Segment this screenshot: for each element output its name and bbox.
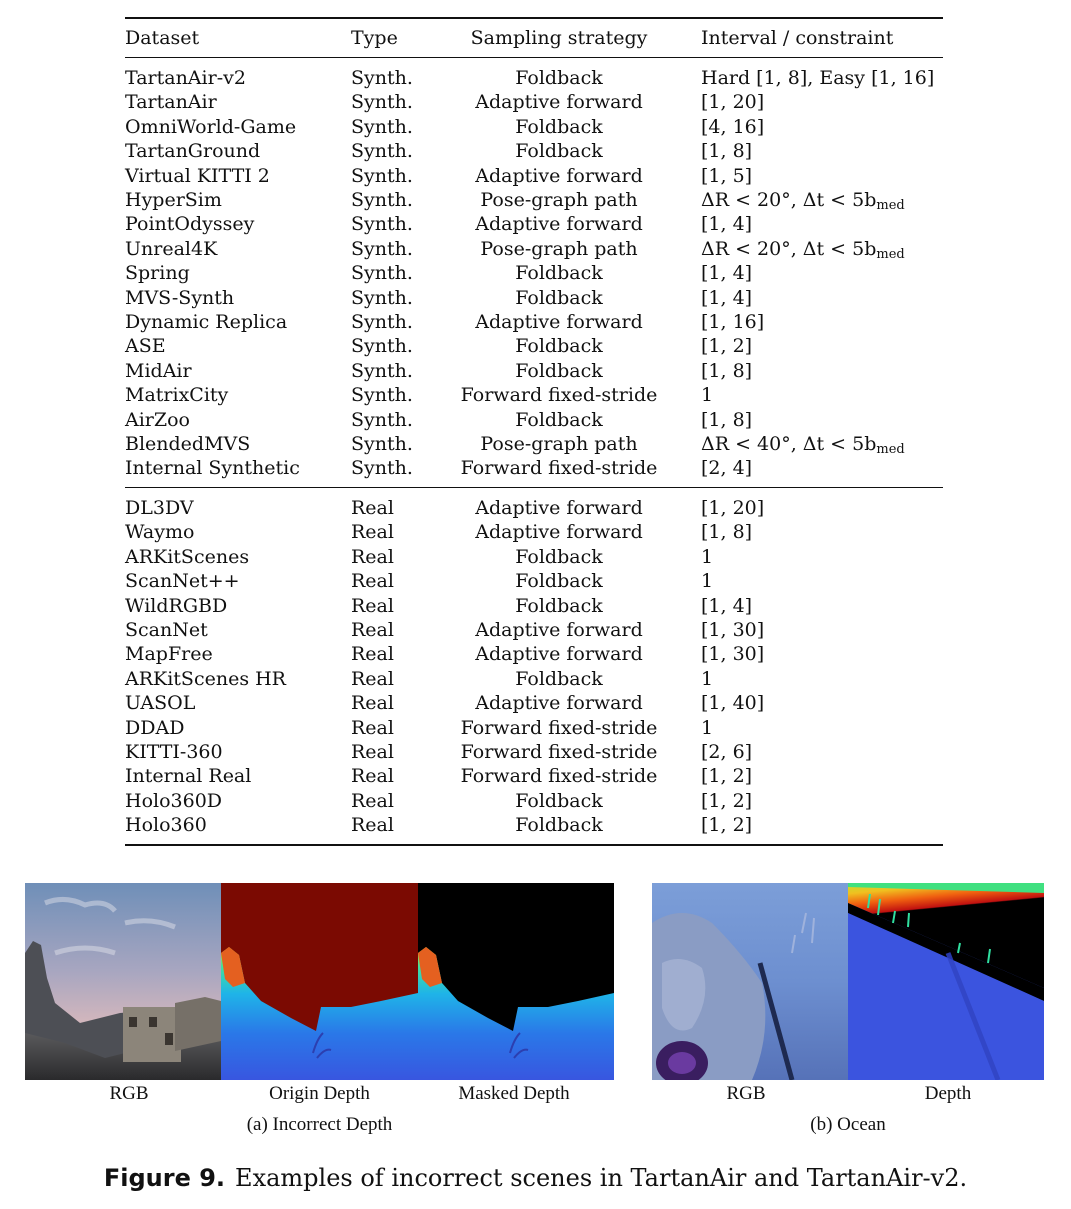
cell-sampling: Foldback <box>515 570 603 593</box>
cell-sampling: Adaptive forward <box>475 643 643 666</box>
cell-sampling: Foldback <box>515 667 603 690</box>
cell-interval: [1, 20] <box>701 91 765 114</box>
cell-dataset: ScanNet <box>125 619 208 641</box>
cell-sampling: Forward fixed-stride <box>460 716 658 739</box>
cell-dataset: AirZoo <box>125 408 190 431</box>
cell-interval: [1, 20] <box>701 497 765 519</box>
cell-type: Real <box>351 570 394 593</box>
cell-type: Real <box>351 765 394 788</box>
cell-type: Real <box>351 716 394 739</box>
cell-dataset: OmniWorld-Game <box>125 115 297 138</box>
cell-sampling: Foldback <box>515 594 603 617</box>
cell-sampling: Foldback <box>515 814 603 837</box>
cell-dataset: Internal Real <box>125 765 252 788</box>
cell-sampling: Forward fixed-stride <box>460 457 658 480</box>
cell-sampling: Foldback <box>515 262 603 285</box>
cell-dataset: MidAir <box>125 359 192 382</box>
cell-dataset: Holo360 <box>125 814 207 837</box>
depth-image-b <box>848 883 1044 1080</box>
cell-dataset: MVS-Synth <box>125 286 235 309</box>
cell-dataset: HyperSim <box>125 189 222 211</box>
table-row <box>125 520 943 544</box>
cell-type: Synth. <box>351 91 413 114</box>
cell-sampling: Forward fixed-stride <box>460 741 658 763</box>
cell-type: Synth. <box>351 457 413 480</box>
cell-interval: [1, 8] <box>701 408 753 431</box>
cell-interval: [1, 2] <box>701 789 753 812</box>
cell-interval: [1, 4] <box>701 262 753 285</box>
cell-type: Synth. <box>351 213 413 236</box>
cell-interval: [2, 4] <box>701 457 753 480</box>
cell-dataset: UASOL <box>125 692 196 715</box>
cell-dataset: TartanAir-v2 <box>125 67 246 89</box>
table-row <box>125 813 943 837</box>
cell-dataset: Dynamic Replica <box>125 311 288 333</box>
label-masked-depth: Masked Depth <box>458 1083 570 1104</box>
table-row <box>125 789 943 813</box>
cell-type: Real <box>351 497 394 519</box>
cell-interval: [1, 30] <box>701 619 765 641</box>
label-rgb-a: RGB <box>109 1083 149 1104</box>
cell-dataset: MapFree <box>125 643 213 666</box>
caption-group-a: (a) Incorrect Depth <box>246 1114 393 1135</box>
cell-type: Real <box>351 692 394 715</box>
cell-type: Synth. <box>351 311 413 333</box>
cell-sampling: Foldback <box>515 286 603 309</box>
cell-type: Synth. <box>351 262 413 285</box>
cell-type: Synth. <box>351 237 413 260</box>
table-row <box>125 383 943 407</box>
header-dataset: Dataset <box>125 27 200 49</box>
cell-sampling: Foldback <box>515 408 603 431</box>
header-type: Type <box>351 27 398 49</box>
cell-dataset: Internal Synthetic <box>125 457 300 480</box>
cell-sampling: Forward fixed-stride <box>460 765 658 788</box>
header-sampling-strategy: Sampling strategy <box>470 27 648 49</box>
table-row <box>125 764 943 788</box>
table-bottom-rule <box>125 844 943 846</box>
cell-dataset: DL3DV <box>125 497 194 519</box>
cell-interval: [2, 6] <box>701 741 753 763</box>
table-row <box>125 334 943 358</box>
cell-type: Real <box>351 789 394 812</box>
caption-group-b: (b) Ocean <box>810 1114 886 1135</box>
origin-depth-image <box>221 883 418 1080</box>
cell-interval: 1 <box>701 570 714 593</box>
table-row <box>125 408 943 432</box>
cell-dataset: BlendedMVS <box>125 433 251 455</box>
cell-sampling: Adaptive forward <box>475 619 643 641</box>
figure-caption-label: Figure 9. <box>103 1164 226 1192</box>
cell-dataset: ScanNet++ <box>125 570 240 593</box>
cell-interval: [1, 8] <box>701 140 753 163</box>
table-top-rule <box>125 17 943 19</box>
table-row <box>125 188 943 212</box>
cell-type: Real <box>351 643 394 666</box>
cell-type: Real <box>351 594 394 617</box>
cell-dataset: TartanAir <box>125 91 217 114</box>
cell-interval: [1, 4] <box>701 594 753 617</box>
table-row <box>125 667 943 691</box>
cell-interval: 1 <box>701 384 714 407</box>
table-row <box>125 310 943 334</box>
cell-type: Real <box>351 814 394 837</box>
cell-interval: [1, 30] <box>701 643 765 666</box>
table-row <box>125 691 943 715</box>
cell-type: Synth. <box>351 140 413 163</box>
table-section-rule <box>125 487 943 488</box>
label-origin-depth: Origin Depth <box>269 1083 370 1104</box>
cell-interval: [1, 16] <box>701 311 765 333</box>
label-depth-b: Depth <box>924 1083 972 1104</box>
cell-type: Real <box>351 741 394 763</box>
table-row <box>125 594 943 618</box>
cell-type: Synth. <box>351 164 413 187</box>
cell-type: Synth. <box>351 286 413 309</box>
cell-type: Synth. <box>351 67 413 89</box>
table-header-rule <box>125 57 943 58</box>
cell-interval: [1, 5] <box>701 164 753 187</box>
cell-sampling: Foldback <box>515 67 603 89</box>
cell-dataset: MatrixCity <box>125 384 229 407</box>
cell-interval: 1 <box>701 545 714 568</box>
table-row <box>125 545 943 569</box>
table-row <box>125 716 943 740</box>
table-row <box>125 496 943 520</box>
cell-sampling: Foldback <box>515 359 603 382</box>
cell-dataset: ASE <box>125 335 166 358</box>
cell-type: Real <box>351 545 394 568</box>
rgb-image-a <box>25 883 221 1080</box>
cell-sampling: Forward fixed-stride <box>460 384 658 407</box>
cell-type: Synth. <box>351 115 413 138</box>
table-row <box>125 740 943 764</box>
cell-sampling: Adaptive forward <box>475 91 643 114</box>
table-row <box>125 164 943 188</box>
cell-dataset: WildRGBD <box>125 594 228 617</box>
cell-interval: [1, 4] <box>701 213 753 236</box>
figure-caption-text: Examples of incorrect scenes in TartanAir and TartanAir-v2. <box>235 1164 968 1192</box>
label-rgb-b: RGB <box>726 1083 766 1104</box>
table-row <box>125 261 943 285</box>
cell-sampling: Foldback <box>515 789 603 812</box>
cell-sampling: Adaptive forward <box>475 521 643 544</box>
table-row <box>125 432 943 456</box>
cell-dataset: DDAD <box>125 716 185 739</box>
cell-interval: [1, 2] <box>701 765 753 788</box>
cell-sampling: Pose-graph path <box>480 237 638 260</box>
cell-interval: [1, 2] <box>701 814 753 837</box>
cell-dataset: TartanGround <box>125 140 261 163</box>
cell-type: Synth. <box>351 433 413 455</box>
cell-type: Synth. <box>351 359 413 382</box>
table-row <box>125 456 943 480</box>
table-row <box>125 90 943 114</box>
cell-interval: [1, 8] <box>701 359 753 382</box>
table-row <box>125 237 943 261</box>
cell-type: Synth. <box>351 408 413 431</box>
table-row <box>125 569 943 593</box>
cell-sampling: Pose-graph path <box>480 189 638 211</box>
cell-sampling: Foldback <box>515 545 603 568</box>
cell-interval: 1 <box>701 667 714 690</box>
table-row <box>125 618 943 642</box>
table-row <box>125 359 943 383</box>
cell-sampling: Pose-graph path <box>480 433 638 455</box>
cell-sampling: Adaptive forward <box>475 497 643 519</box>
cell-interval: [1, 8] <box>701 521 753 544</box>
header-interval: Interval / constraint <box>701 27 894 49</box>
masked-depth-image <box>418 883 614 1080</box>
cell-dataset: Spring <box>125 262 190 285</box>
cell-dataset: Holo360D <box>125 789 223 812</box>
cell-type: Synth. <box>351 384 413 407</box>
cell-sampling: Adaptive forward <box>475 692 643 715</box>
cell-type: Real <box>351 619 394 641</box>
cell-sampling: Foldback <box>515 335 603 358</box>
table-row <box>125 212 943 236</box>
cell-interval: [1, 4] <box>701 286 753 309</box>
cell-interval: ΔR < 40°, $\Delta t < 5b_{med}$ <box>701 433 905 457</box>
cell-sampling: Adaptive forward <box>475 213 643 236</box>
table-row <box>125 66 943 90</box>
cell-dataset: KITTI-360 <box>125 741 223 763</box>
cell-sampling: Foldback <box>515 140 603 163</box>
cell-dataset: ARKitScenes <box>125 545 250 568</box>
table-row <box>125 139 943 163</box>
cell-interval: 1 <box>701 716 714 739</box>
rgb-image-b <box>652 883 848 1080</box>
cell-dataset: Virtual KITTI 2 <box>125 164 270 187</box>
cell-sampling: Foldback <box>515 115 603 138</box>
cell-dataset: Unreal4K <box>125 237 218 260</box>
cell-interval: Hard [1, 8], Easy [1, 16] <box>701 67 935 89</box>
cell-dataset: ARKitScenes HR <box>125 667 286 690</box>
table-row <box>125 115 943 139</box>
table-row <box>125 642 943 666</box>
cell-dataset: PointOdyssey <box>125 213 255 236</box>
cell-type: Synth. <box>351 335 413 358</box>
cell-interval: ΔR < 20°, $\Delta t < 5b_{med}$ <box>701 189 905 213</box>
cell-interval: ΔR < 20°, $\Delta t < 5b_{med}$ <box>701 237 905 262</box>
figure-caption <box>0 1163 1071 1193</box>
cell-type: Real <box>351 521 394 544</box>
cell-sampling: Adaptive forward <box>475 311 643 333</box>
cell-dataset: Waymo <box>125 521 195 544</box>
cell-type: Synth. <box>351 189 413 211</box>
cell-interval: [1, 40] <box>701 692 765 715</box>
cell-sampling: Adaptive forward <box>475 164 643 187</box>
table-row <box>125 286 943 310</box>
cell-interval: [1, 2] <box>701 335 753 358</box>
cell-type: Real <box>351 667 394 690</box>
cell-interval: [4, 16] <box>701 115 765 138</box>
